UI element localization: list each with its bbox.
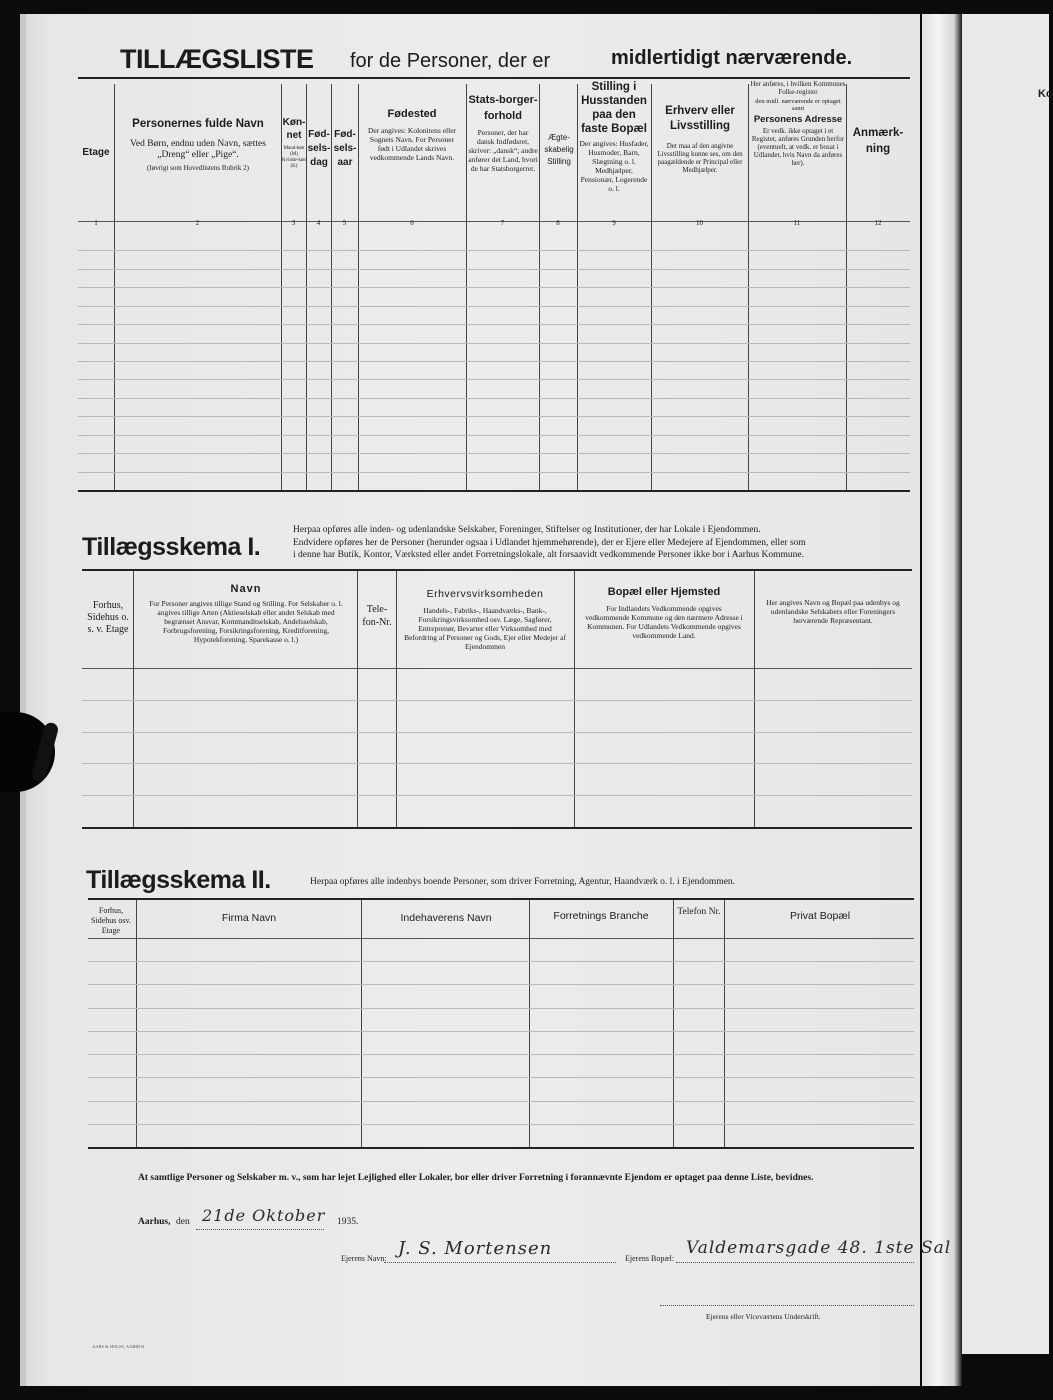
schema1-row-line [82, 763, 912, 764]
list-column-number: 2 [195, 219, 200, 227]
schema1-top-rule [82, 569, 912, 571]
list-row-line [78, 398, 910, 399]
s2-col-home-header: Privat Bopæl [789, 910, 851, 922]
owner-address-handwritten: Valdemarsgade 48. 1ste Sal [686, 1238, 952, 1258]
col-citizenship-title: Stats-borger-forhold [468, 94, 538, 122]
book-binding [922, 14, 962, 1386]
schema1-desc-line2: Endvidere opføres her de Personer (herunder ogsaa i Udlandet hjemmehørende), der er Ejere eller Medejere af Ejendommen, eller som [293, 537, 806, 548]
s2-col-owner-header: Indehaverens Navn [400, 912, 492, 924]
s2-col-branch-header: Forretnings Branche [553, 910, 649, 922]
schema1-desc-line1: Herpaa opføres alle inden- og udenlandske Selskaber, Foreninger, Stiftelser og Institutioner, der har Lokale i Ejendommen. [293, 525, 761, 535]
list-column-number: 5 [342, 219, 347, 227]
schema1-column-divider [357, 571, 358, 827]
schema1-desc-line3: i denne har Butik, Kontor, Værksted eller andet Forretningslokale, alt forsaavidt vedkommende Personer ikke bor i Aarhus Kommune. [293, 550, 805, 560]
table-bottom-rule [78, 490, 910, 492]
schema1-header-rule [82, 668, 912, 669]
s2-col-firm-header: Firma Navn [221, 912, 277, 924]
col-household-note: Der angives: Husfader, Husmoder, Barn, Slægtning o. l. Medhjælper, Pensionær, Logerende o. l. [579, 139, 649, 193]
schema2-column-divider [724, 900, 725, 1147]
col-birthday-header: Fød-sels-dag [307, 129, 331, 168]
owner-address-line [676, 1262, 914, 1263]
col-birthplace-title: Fødested [387, 108, 437, 120]
col-citizenship-note: Personer, der har dansk Indfødsret, skriver: „dansk“; andre anfører det Land, hvori de har Statsborgerret. [468, 128, 538, 173]
list-row-line [78, 250, 910, 251]
col-birthplace-header [360, 108, 464, 162]
s1-col-residence-note: For Indlandets Vedkommende opgives vedkommende Kommune og den nærmere Adresse i Kommunen. For Udlandets Vedkommende opgives vedkommende Land. [585, 604, 743, 640]
owner-name-handwritten: J. S. Mortensen [398, 1238, 553, 1259]
list-column-number: 11 [793, 219, 801, 227]
schema2-row-line [88, 1077, 914, 1078]
col-address-header [750, 80, 846, 167]
schema1-column-divider [396, 571, 397, 827]
schema1-description [293, 524, 911, 562]
list-column-number: 8 [556, 219, 560, 227]
col-birthplace-note: Der angives: Kolonitens eller Sognets Navn. For Personer født i Udlandet skrives vedkommende Lands Navn. [367, 126, 457, 162]
schema2-column-divider [361, 900, 362, 1147]
next-page-fragment: Ko [1038, 88, 1053, 100]
schema1-row-line [82, 732, 912, 733]
schema2-row-line [88, 1031, 914, 1032]
schema2-row-line [88, 1124, 914, 1125]
table-top-rule [78, 77, 910, 79]
col-remarks-header: Anmærk-ning [852, 127, 904, 155]
list-row-line [78, 416, 910, 417]
col-name-title: Personernes fulde Navn [132, 118, 264, 130]
col-address-title: Personens Adresse [753, 114, 843, 125]
s1-col-name-title: Navn [230, 583, 262, 595]
col-gender-header [282, 116, 306, 170]
col-address-pre: Her anføres, i hvilken Kommunes Folke-register [750, 80, 846, 96]
schema2-title: Tillægsskema II. [86, 866, 271, 894]
s2-col-phone-header: Telefon Nr. [677, 907, 721, 917]
col-household-header [578, 80, 650, 193]
s2-col-floor-header: Forhus, Sidehus osv. Etage [91, 906, 131, 935]
schema1-column-divider [574, 571, 575, 827]
schema2-column-divider [529, 900, 530, 1147]
schema1-column-divider [754, 571, 755, 827]
place-label: Aarhus, [138, 1217, 171, 1227]
col-name-note2: (Iøvrigt som Hovedlistens Rubrik 2) [147, 164, 249, 172]
list-column-number: 12 [874, 219, 882, 227]
s1-col-name-header [136, 583, 356, 644]
s1-col-floor-header: Forhus, Sidehus o. s. v. Etage [87, 600, 129, 635]
s1-col-residence-title: Bopæl eller Hjemsted [607, 586, 721, 598]
schema2-row-line [88, 1054, 914, 1055]
col-etage-header: Etage [82, 147, 110, 158]
col-address-pre2: den midl. nærværende er optaget samt [755, 98, 841, 112]
list-row-line [78, 324, 910, 325]
list-row-line [78, 343, 910, 344]
schema2-row-line [88, 984, 914, 985]
list-column-number: 7 [500, 219, 505, 227]
declaration-text: At samtlige Personer og Selskaber m. v., som har lejet Lejlighed eller Lokaler, bor eller driver Forretning i forannævnte Ejendom er optaget paa denne Liste, bevidnes. [138, 1173, 814, 1183]
s1-col-business-header [398, 588, 572, 651]
schema2-bottom-rule [88, 1147, 914, 1149]
col-name-header [116, 118, 280, 172]
schema1-column-divider [133, 571, 134, 827]
signature-caption: Ejerens eller Viceværtens Underskrift. [706, 1312, 821, 1321]
col-household-title: Stilling i Husstanden paa den faste Bopæl [581, 81, 647, 135]
page-title: TILLÆGSLISTE [120, 44, 314, 74]
list-column-number: 9 [612, 219, 616, 227]
list-column-number: 4 [316, 219, 321, 227]
list-column-number: 3 [291, 219, 296, 227]
schema2-column-divider [673, 900, 674, 1147]
col-occupation-note: Det maa af den angivne Livsstilling kunne ses, om den paagældende er Principal eller Medhjælper. [657, 142, 743, 174]
date-den-label: den [176, 1217, 190, 1227]
owner-address-label: Ejerens Bopæl: [625, 1254, 675, 1263]
list-row-line [78, 361, 910, 362]
schema2-row-line [88, 961, 914, 962]
list-row-line [78, 287, 910, 288]
date-line [196, 1229, 324, 1230]
list-row-line [78, 472, 910, 473]
page-subtitle-b: midlertidigt nærværende. [611, 47, 853, 69]
col-birthyear-header: Fød-sels-aar [333, 129, 357, 168]
list-row-line [78, 306, 910, 307]
col-gender-title: Køn-net [282, 117, 306, 141]
schema2-description: Herpaa opføres alle indenbys boende Personer, som driver Forretning, Agentur, Haandværk o. l. i Ejendommen. [310, 877, 736, 887]
list-row-line [78, 269, 910, 270]
schema1-row-line [82, 795, 912, 796]
list-column-number: 6 [410, 219, 414, 227]
schema1-title: Tillægsskema I. [82, 533, 261, 561]
schema2-row-line [88, 1101, 914, 1102]
list-column-number: 10 [696, 219, 703, 227]
owner-name-line [384, 1262, 616, 1263]
col-occupation-title: Erhverv eller Livsstilling [665, 105, 735, 132]
page-subtitle-a: for de Personer, der er [350, 50, 551, 72]
schema2-top-rule [88, 898, 914, 900]
s1-col-residence-header [576, 586, 752, 640]
schema2-column-divider [136, 900, 137, 1147]
owner-name-label: Ejerens Navn: [341, 1254, 387, 1263]
col-gender-note: Mand-køn (M) Kvinde-køn (K) [282, 146, 306, 169]
list-row-line [78, 379, 910, 380]
s1-col-business-title: Erhvervsvirksomheden [426, 588, 544, 600]
schema1-bottom-rule [82, 827, 912, 829]
year-label: 1935. [337, 1217, 359, 1227]
col-marital-header: Ægte-skabelig Stilling [544, 133, 574, 166]
col-name-note: Ved Børn, endnu uden Navn, sættes „Dreng“ eller „Pige“. [130, 139, 266, 160]
list-row-line [78, 435, 910, 436]
date-handwritten: 21de Oktober [202, 1206, 326, 1225]
schema2-header-rule [88, 938, 914, 939]
s1-col-business-note: Handels-, Fabriks-, Haandværks-, Bank-, Forsikringsvirksomhed osv. Læge, Sagfører, Entreprenør, Bevarter eller Virksomhed med Befordring af Personer og Gods, Ejer eller Medejer af Ejendommen [404, 606, 566, 651]
list-column-number: 1 [94, 219, 98, 227]
col-address-note: Er vedk. ikke optaget i et Register, anføres Grunden herfor (eventuelt, at vedk. er bosat i Udlandet, hvis Navn da anføres her). [751, 127, 845, 167]
schema2-row-line [88, 1008, 914, 1009]
col-citizenship-header [468, 92, 538, 173]
list-row-line [78, 453, 910, 454]
printer-imprint: AARS & HOLST, AARHUS [92, 1344, 145, 1349]
col-occupation-header [653, 104, 747, 174]
schema1-row-line [82, 700, 912, 701]
signature-line [660, 1305, 914, 1306]
next-page-edge [962, 14, 1049, 1354]
s1-col-name-note: For Personer angives tillige Stand og Stilling. For Selskaber o. l. angives tillige Arten (Aktieselskab eller andet Selskab med begrænset Ansvar, Kommanditselskab, Andelsselskab, Forbrugsforening, Forsikringsforening, Kreditforening, Hypotekforening, Sparekasse o. l.) [149, 599, 343, 644]
s1-col-phone-header: Tele-fon-Nr. [362, 604, 392, 628]
s1-col-representative-note: Her angives Navn og Bopæl paa udenbys og udenlandske Selskabers eller Foreningers herværende Repræsentant. [766, 598, 900, 625]
